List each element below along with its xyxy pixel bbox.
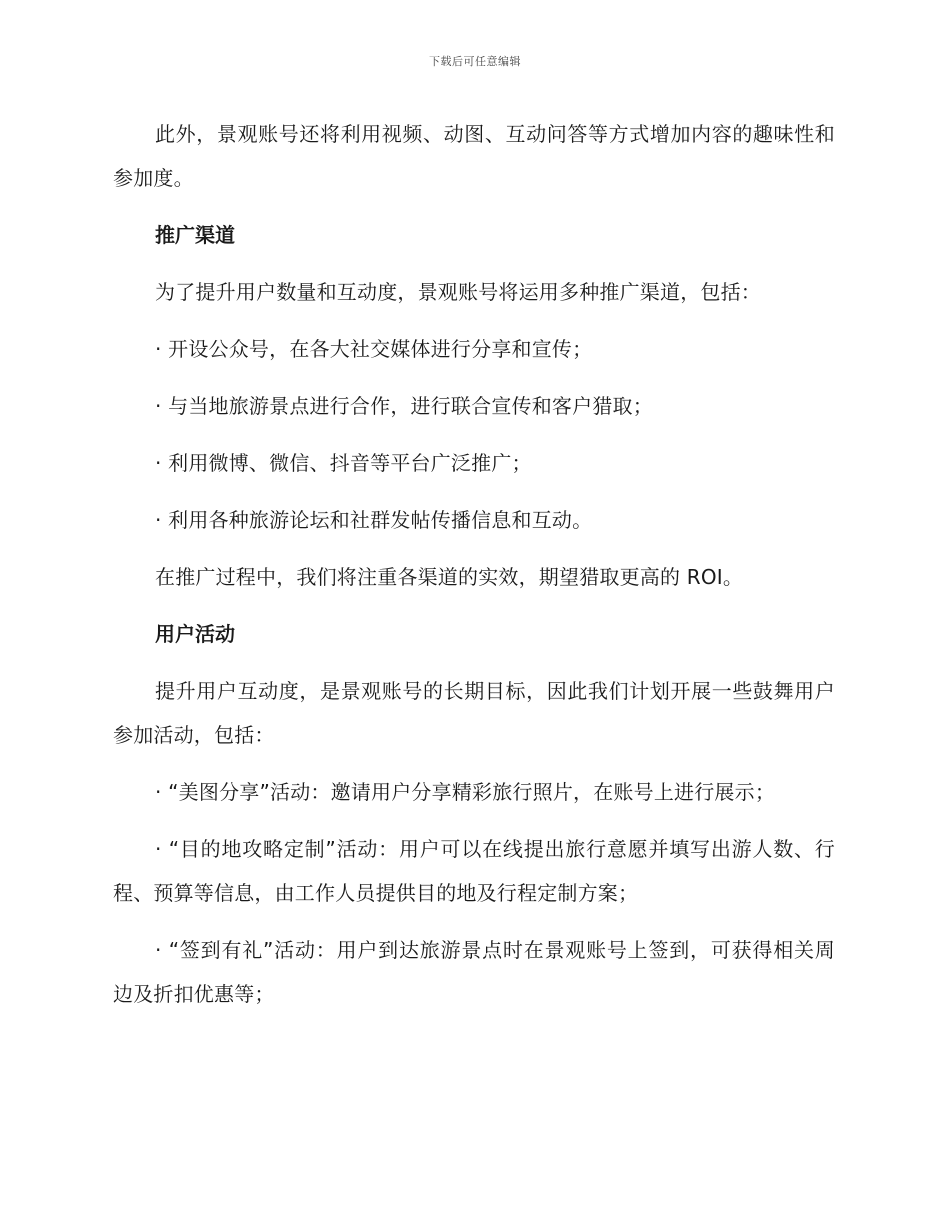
section-heading-promotion-channels: 推广渠道: [155, 223, 235, 247]
list-item-channel-2: · 与当地旅游景点进行合作，进行联合宣传和客户猎取；: [155, 394, 653, 418]
list-item-activity-2: · “目的地攻略定制”活动：用户可以在线提出旅行意愿并填写出游人数、行程、预算等信息，由工作人员提供目的地及行程定制方案；: [113, 837, 835, 905]
page-header-note: 下载后可任意编辑: [429, 55, 521, 68]
paragraph-intro: 此外，景观账号还将利用视频、动图、互动问答等方式增加内容的趣味性和参加度。: [113, 122, 835, 190]
list-item-channel-4: · 利用各种旅游论坛和社群发帖传播信息和互动。: [155, 508, 593, 532]
list-item-channel-1: · 开设公众号，在各大社交媒体进行分享和宣传；: [155, 337, 593, 361]
paragraph-roi: 在推广过程中，我们将注重各渠道的实效，期望猎取更高的 ROI。: [155, 565, 744, 589]
list-item-activity-1: · “美图分享”活动：邀请用户分享精彩旅行照片，在账号上进行展示；: [155, 780, 776, 804]
document-body: [113, 112, 835, 1029]
list-item-channel-3: · 利用微博、微信、抖音等平台广泛推广；: [155, 451, 532, 475]
list-item-activity-3: · “签到有礼”活动：用户到达旅游景点时在景观账号上签到，可获得相关周边及折扣优惠等；: [113, 938, 835, 1006]
section-heading-user-activities: 用户活动: [155, 622, 235, 646]
paragraph-channels-intro: 为了提升用户数量和互动度，景观账号将运用多种推广渠道，包括：: [155, 280, 761, 304]
paragraph-activities-intro: 提升用户互动度，是景观账号的长期目标，因此我们计划开展一些鼓舞用户参加活动，包括：: [113, 679, 835, 747]
